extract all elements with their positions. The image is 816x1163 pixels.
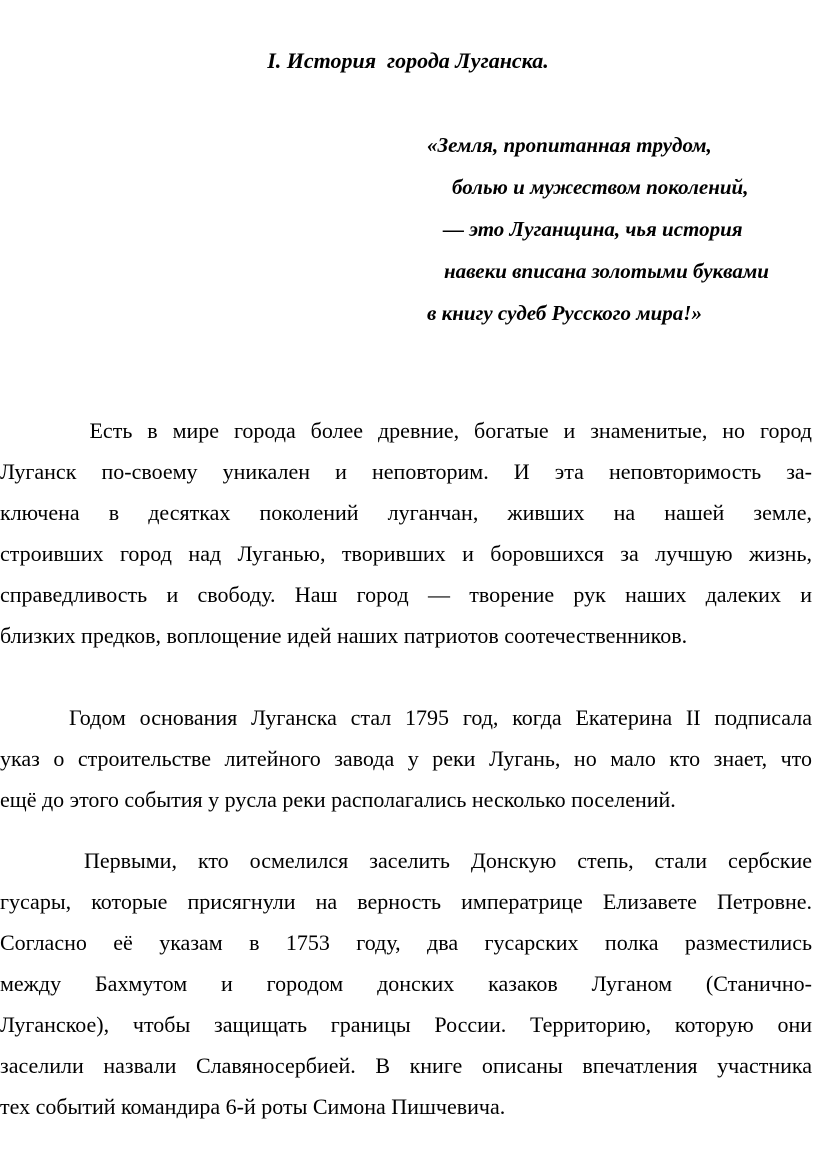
paragraph-line: гусары, которые присягнули на верность императрице Елизавете Петровне. <box>0 889 812 914</box>
paragraph-line: Годом основания Луганска стал 1795 год, когда Екатерина II подписала <box>0 705 812 730</box>
paragraph-line: Есть в мире города более древние, богатые и знаменитые, но город <box>0 418 812 443</box>
epigraph-line: в книгу судеб Русского мира!» <box>427 301 702 325</box>
paragraph-line: Согласно её указам в 1753 году, два гусарских полка разместились <box>0 930 812 955</box>
epigraph-line: навеки вписана золотыми буквами <box>444 259 769 283</box>
paragraph-line: указ о строительстве литейного завода у реки Лугань, но мало кто знает, что <box>0 746 812 771</box>
epigraph-line: — это Луганщина, чья история <box>443 217 743 241</box>
paragraph-line: между Бахмутом и городом донских казаков Луганом (Станично- <box>0 971 812 996</box>
paragraph-line: Луганск по-своему уникален и неповторим. И эта неповторимость за- <box>0 459 812 484</box>
paragraph-line: ключена в десятках поколений луганчан, живших на нашей земле, <box>0 500 812 525</box>
paragraph-line: Первыми, кто осмелился заселить Донскую степь, стали сербские <box>0 848 812 873</box>
paragraph-line: справедливость и свободу. Наш город — творение рук наших далеких и <box>0 582 812 607</box>
paragraph-line: близких предков, воплощение идей наших патриотов соотечественников. <box>0 623 688 648</box>
paragraph-line: тех событий командира 6-й роты Симона Пишчевича. <box>0 1094 506 1119</box>
paragraph-line: Луганское), чтобы защищать границы России. Территорию, которую они <box>0 1012 812 1037</box>
epigraph <box>0 0 816 360</box>
paragraph-line: строивших город над Луганью, творивших и боровшихся за лучшую жизнь, <box>0 541 812 566</box>
epigraph-line: «Земля, пропитанная трудом, <box>427 133 712 157</box>
page-title: I. История города Луганска. <box>267 48 549 73</box>
paragraph-line: заселили назвали Славяносербией. В книге описаны впечатления участника <box>0 1053 812 1078</box>
paragraph <box>0 410 812 656</box>
paragraph-line: ещё до этого события у русла реки располагались несколько поселений. <box>0 787 676 812</box>
epigraph-line: болью и мужеством поколений, <box>452 175 749 199</box>
paragraph <box>0 697 812 820</box>
paragraph <box>0 840 812 1127</box>
